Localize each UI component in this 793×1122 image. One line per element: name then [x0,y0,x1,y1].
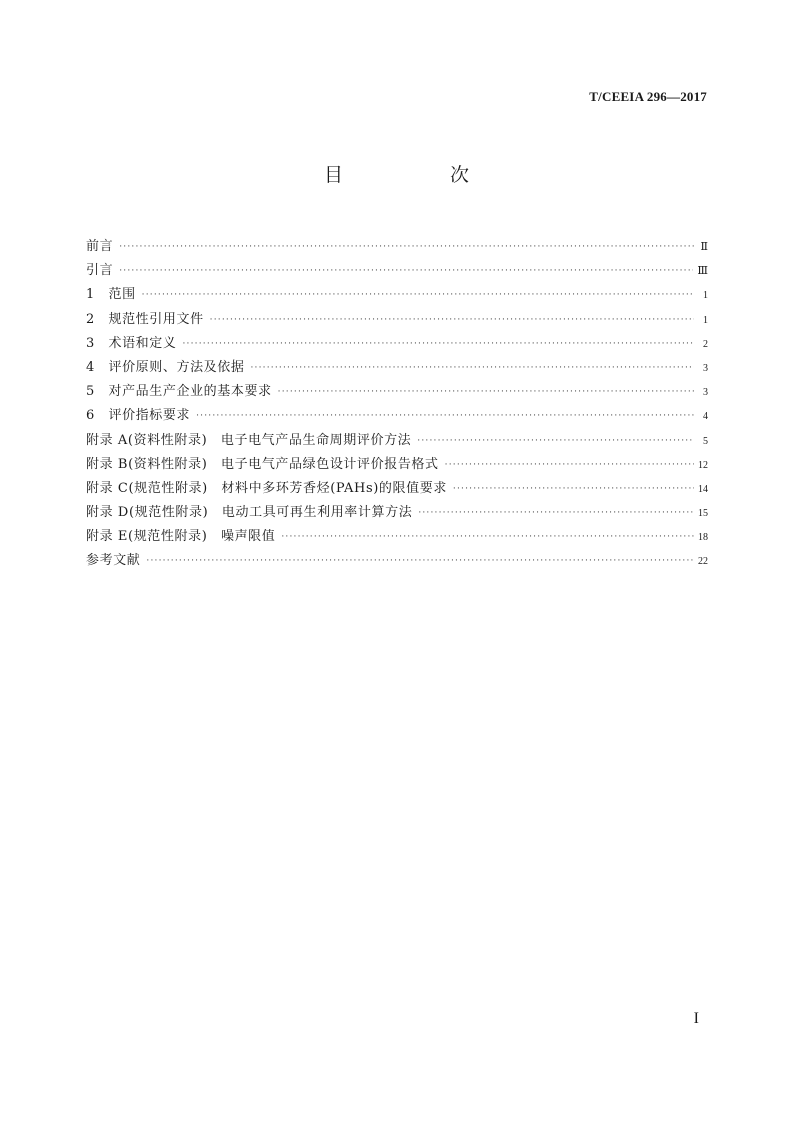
toc-entry-label: 附录 D(规范性附录) 电动工具可再生利用率计算方法 [86,505,413,521]
toc-entry-label: 3 术语和定义 [86,335,177,351]
toc-entry-label: 6 评价指标要求 [86,408,191,424]
toc-leader-dots [418,508,694,518]
toc-entry-page: 22 [698,556,708,568]
toc-entry-page: 18 [698,532,708,544]
toc-entry[interactable] [86,501,708,525]
toc-leader-dots [281,532,694,542]
toc-entry-page: 15 [698,508,708,520]
toc-leader-dots [250,363,694,373]
toc-entry-label: 前言 [86,239,114,254]
toc-leader-dots [146,556,694,566]
toc-entry[interactable] [86,283,708,307]
toc-entry[interactable] [86,356,708,380]
toc-leader-dots [417,436,694,446]
toc-entry-label: 5 对产品生产企业的基本要求 [86,384,272,400]
toc-entry[interactable] [86,549,708,573]
toc-entry[interactable] [86,453,708,477]
toc-entry-label: 1 范围 [86,287,136,303]
toc-title: 目 次 [323,164,513,186]
toc-entry-page: 3 [703,362,708,374]
toc-entry-label: 附录 C(规范性附录) 材料中多环芳香烃(PAHs)的限值要求 [86,480,447,496]
toc-leader-dots [182,339,694,349]
toc-entry[interactable] [86,332,708,356]
toc-entry-label: 2 规范性引用文件 [86,311,204,327]
toc-entry[interactable] [86,404,708,428]
toc-leader-dots [142,290,694,300]
toc-entry-label: 引言 [86,263,114,279]
toc-entry[interactable] [86,477,708,501]
toc-entry-label: 4 评价原则、方法及依据 [86,359,245,375]
toc-leader-dots [278,387,694,397]
toc-entry[interactable] [86,525,708,549]
toc-entry-label: 附录 E(规范性附录) 噪声限值 [86,529,276,545]
toc-leader-dots [119,266,693,276]
toc-entry[interactable] [86,259,708,283]
page-number: I [693,1010,699,1027]
toc-leader-dots [210,315,694,325]
toc-leader-dots [453,484,694,494]
toc-entry-label: 附录 B(资料性附录) 电子电气产品绿色设计评价报告格式 [86,456,439,472]
toc-entry[interactable] [86,308,708,332]
toc-entry-page: 3 [703,387,708,399]
toc-entry-page: 1 [703,314,708,326]
toc-entry[interactable] [86,429,708,453]
toc-leader-dots [119,242,694,252]
toc-entry-page: 1 [703,290,708,302]
toc-entry-page: 4 [703,411,708,423]
toc-entry-page: 2 [703,338,708,350]
toc-leader-dots [445,460,694,470]
toc-entry-page: 14 [698,483,708,495]
toc-entry[interactable] [86,380,708,404]
toc-entry-page: 5 [703,435,708,447]
toc-entry-label: 参考文献 [86,553,141,569]
document-code: T/CEEIA 296—2017 [589,89,707,104]
toc-entry-page: 12 [698,459,708,471]
toc-entry[interactable] [86,235,708,259]
table-of-contents [86,235,708,574]
toc-entry-label: 附录 A(资料性附录) 电子电气产品生命周期评价方法 [86,432,412,448]
toc-leader-dots [196,411,694,421]
toc-entry-page: Ⅱ [700,241,708,253]
toc-entry-page: Ⅲ [697,265,708,278]
